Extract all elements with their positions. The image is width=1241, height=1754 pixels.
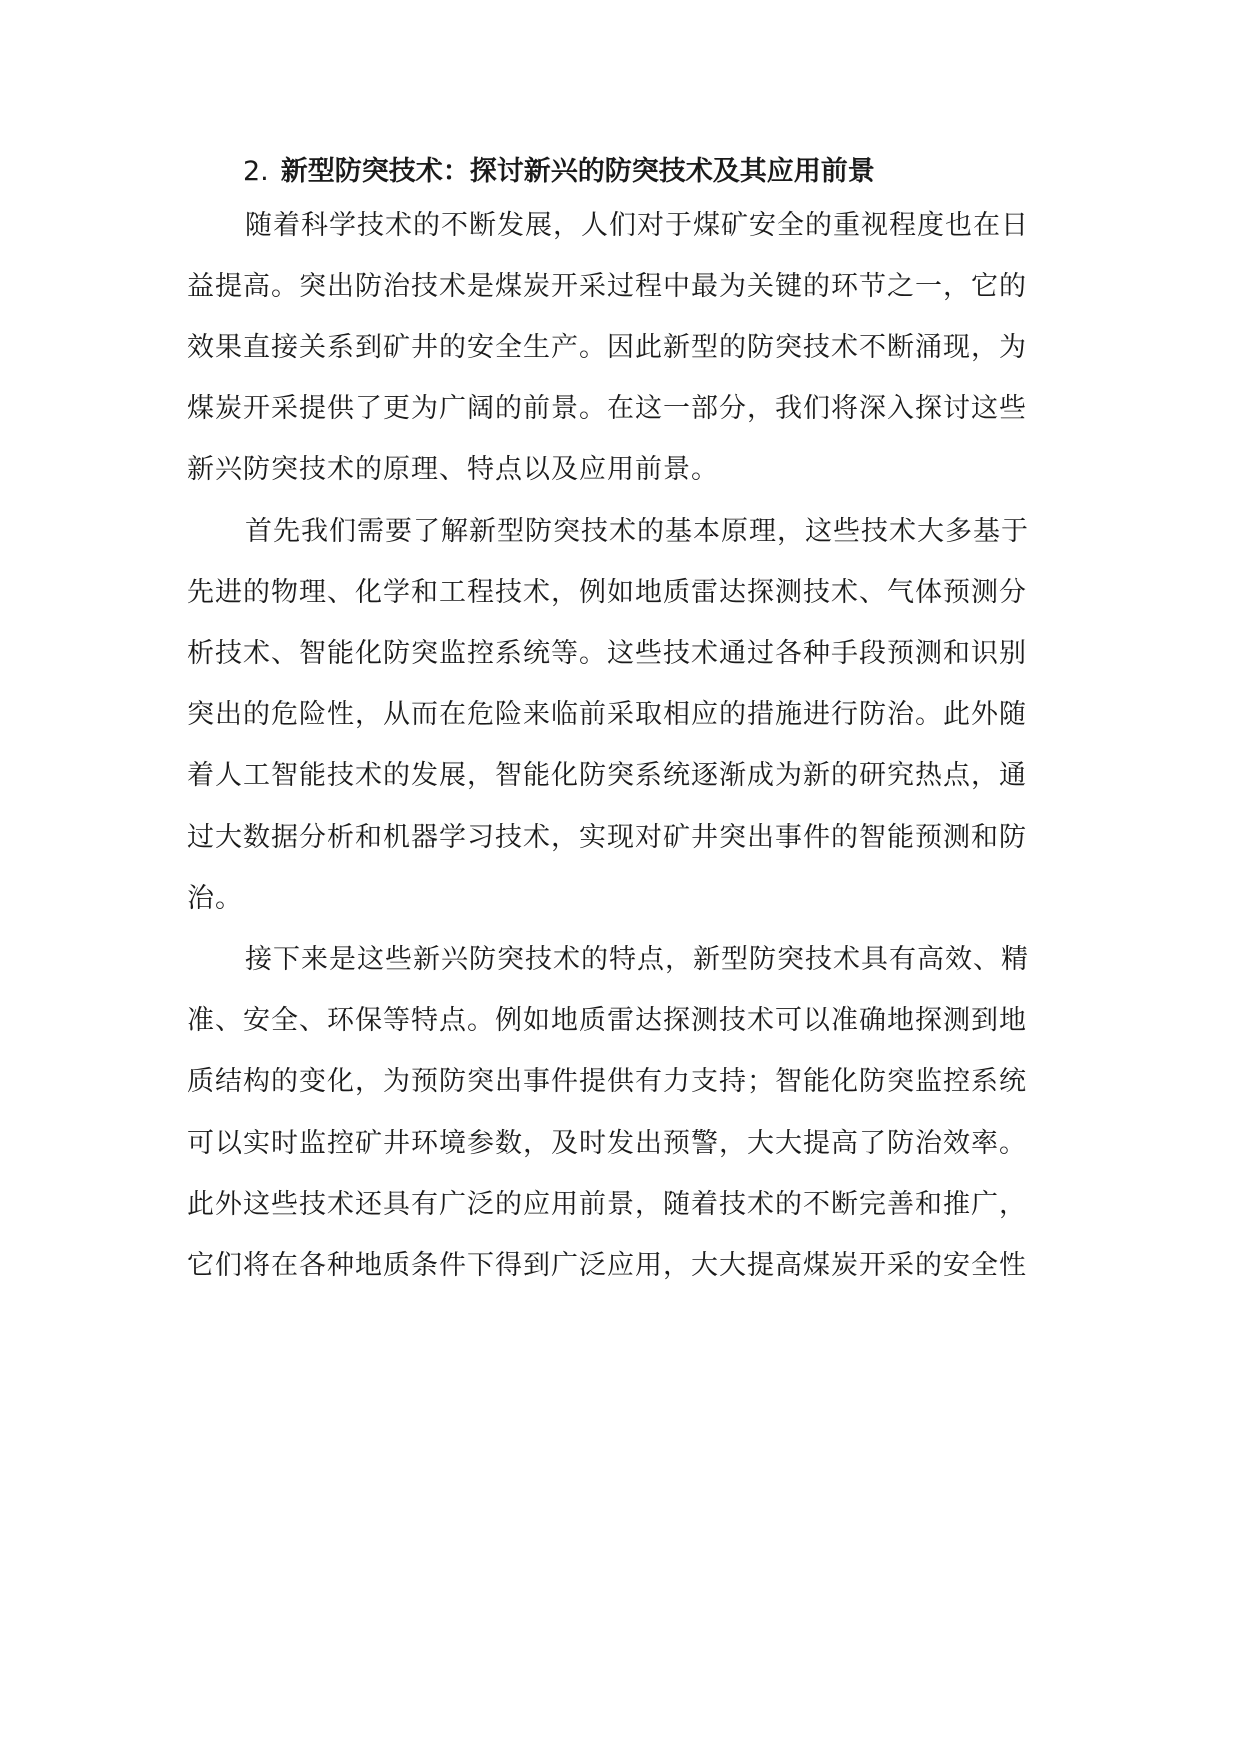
paragraph-3-line-4: 可以实时监控矿井环境参数，及时发出预警，大大提高了防治效率。 xyxy=(187,1128,1027,1159)
paragraph-2-line-7: 治。 xyxy=(187,883,243,914)
section-title: 新型防突技术：探讨新兴的防突技术及其应用前景 xyxy=(280,156,875,187)
section-heading xyxy=(243,150,1043,194)
paragraph-1-line-1: 随着科学技术的不断发展，人们对于煤矿安全的重视程度也在日 xyxy=(245,210,1029,241)
paragraph-2-line-6: 过大数据分析和机器学习技术，实现对矿井突出事件的智能预测和防 xyxy=(187,822,1027,853)
paragraph-2-line-1: 首先我们需要了解新型防突技术的基本原理，这些技术大多基于 xyxy=(245,516,1029,547)
paragraph-3-line-1: 接下来是这些新兴防突技术的特点，新型防突技术具有高效、精 xyxy=(245,944,1029,975)
paragraph-2-line-5: 着人工智能技术的发展，智能化防突系统逐渐成为新的研究热点，通 xyxy=(187,760,1027,791)
paragraph-2-line-3: 析技术、智能化防突监控系统等。这些技术通过各种手段预测和识别 xyxy=(187,638,1027,669)
section-number: 2. xyxy=(243,156,269,187)
paragraph-1-line-3: 效果直接关系到矿井的安全生产。因此新型的防突技术不断涌现，为 xyxy=(187,332,1027,363)
paragraph-1-line-2: 益提高。突出防治技术是煤炭开采过程中最为关键的环节之一，它的 xyxy=(187,271,1027,302)
paragraph-2-line-4: 突出的危险性，从而在危险来临前采取相应的措施进行防治。此外随 xyxy=(187,699,1027,730)
paragraph-1-line-4: 煤炭开采提供了更为广阔的前景。在这一部分，我们将深入探讨这些 xyxy=(187,393,1027,424)
paragraph-3-line-6: 它们将在各种地质条件下得到广泛应用，大大提高煤炭开采的安全性 xyxy=(187,1250,1027,1281)
paragraph-2-line-2: 先进的物理、化学和工程技术，例如地质雷达探测技术、气体预测分 xyxy=(187,577,1027,608)
paragraph-1-line-5: 新兴防突技术的原理、特点以及应用前景。 xyxy=(187,454,719,485)
paragraph-3-line-5: 此外这些技术还具有广泛的应用前景，随着技术的不断完善和推广， xyxy=(187,1189,1027,1220)
paragraph-3-line-3: 质结构的变化，为预防突出事件提供有力支持；智能化防突监控系统 xyxy=(187,1066,1027,1097)
paragraph-3-line-2: 准、安全、环保等特点。例如地质雷达探测技术可以准确地探测到地 xyxy=(187,1005,1027,1036)
